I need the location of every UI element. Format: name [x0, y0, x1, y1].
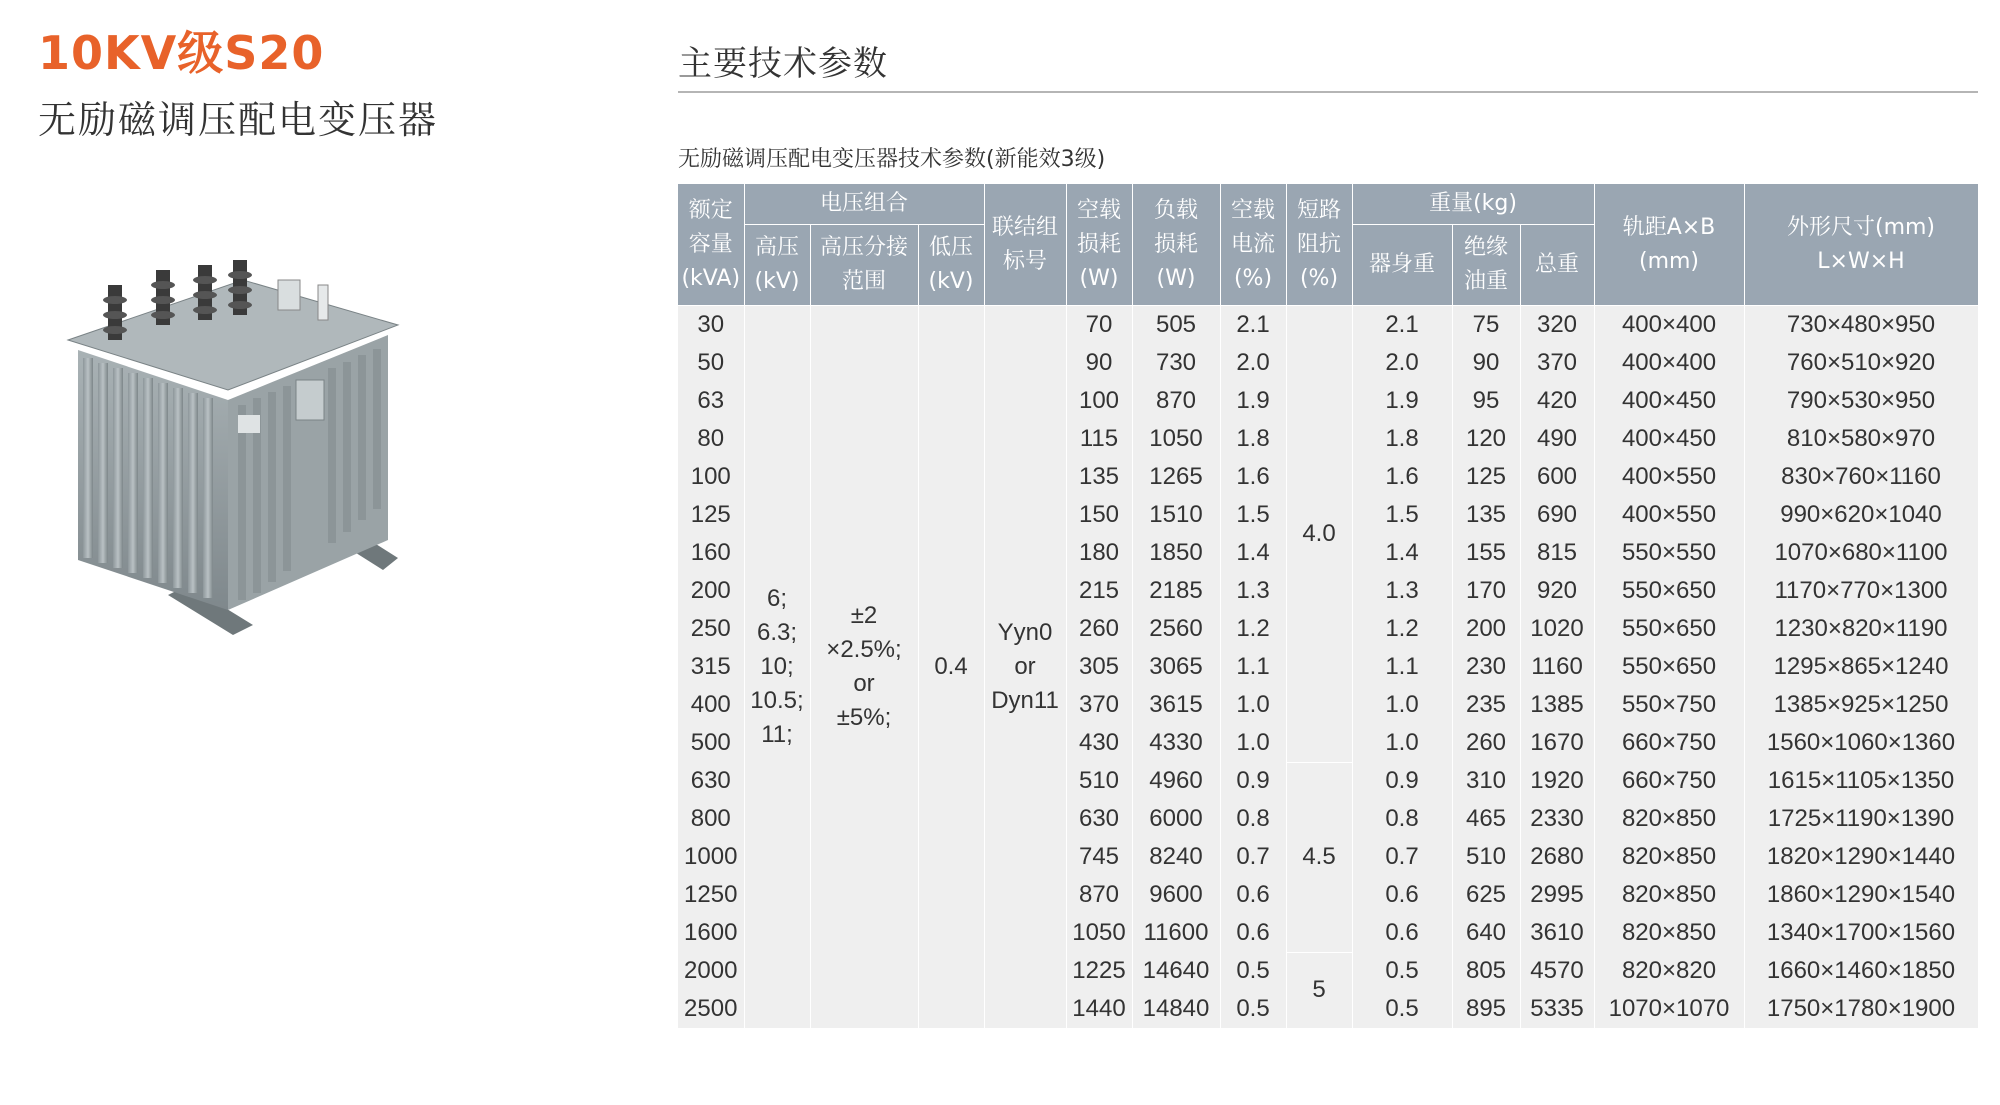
cell-hv-merged: 6; 6.3; 10; 10.5; 11;	[744, 306, 810, 1029]
cell-gauge: 400×400	[1594, 306, 1744, 345]
spec-table	[678, 184, 1979, 1029]
cell-gauge: 550×650	[1594, 648, 1744, 686]
cell-no-load-current: 1.4	[1220, 534, 1286, 572]
header-impedance: 短路 阻抗 (%)	[1286, 184, 1352, 306]
cell-no-load-current: 2.1	[1220, 306, 1286, 345]
cell-total-weight: 1670	[1520, 724, 1594, 762]
cell-capacity: 500	[678, 724, 744, 762]
cell-gauge: 550×750	[1594, 686, 1744, 724]
cell-load-loss: 730	[1132, 344, 1220, 382]
cell-dimensions: 1340×1700×1560	[1744, 914, 1978, 952]
cell-capacity: 630	[678, 762, 744, 800]
cell-total-weight: 2995	[1520, 876, 1594, 914]
header-total-weight: 总重	[1520, 225, 1594, 306]
cell-impedance-merged: 4.5	[1286, 762, 1352, 952]
cell-oil-weight: 230	[1452, 648, 1520, 686]
cell-oil-weight: 200	[1452, 610, 1520, 648]
cell-oil-weight: 90	[1452, 344, 1520, 382]
cell-oil-weight: 135	[1452, 496, 1520, 534]
cell-no-load-current: 1.0	[1220, 686, 1286, 724]
cell-no-load-loss: 115	[1066, 420, 1132, 458]
cell-gauge: 820×850	[1594, 838, 1744, 876]
cell-body-weight: 1.2	[1352, 610, 1452, 648]
cell-total-weight: 5335	[1520, 990, 1594, 1028]
cell-oil-weight: 170	[1452, 572, 1520, 610]
cell-dimensions: 990×620×1040	[1744, 496, 1978, 534]
cell-dimensions: 730×480×950	[1744, 306, 1978, 345]
cell-no-load-loss: 305	[1066, 648, 1132, 686]
cell-dimensions: 1070×680×1100	[1744, 534, 1978, 572]
header-connection: 联结组 标号	[984, 184, 1066, 306]
cell-body-weight: 0.5	[1352, 990, 1452, 1028]
cell-load-loss: 2560	[1132, 610, 1220, 648]
cell-gauge: 400×400	[1594, 344, 1744, 382]
cell-gauge: 550×650	[1594, 572, 1744, 610]
header-gauge: 轨距A×B (mm)	[1594, 184, 1744, 306]
cell-oil-weight: 235	[1452, 686, 1520, 724]
cell-impedance-merged: 4.0	[1286, 306, 1352, 763]
cell-dimensions: 1615×1105×1350	[1744, 762, 1978, 800]
cell-load-loss: 505	[1132, 306, 1220, 345]
table-caption: 无励磁调压配电变压器技术参数(新能效3级)	[678, 147, 1106, 172]
header-no-load-current: 空载 电流 (%)	[1220, 184, 1286, 306]
product-subtitle: 无励磁调压配电变压器	[38, 98, 439, 142]
cell-body-weight: 1.6	[1352, 458, 1452, 496]
cell-body-weight: 1.0	[1352, 724, 1452, 762]
header-dimensions: 外形尺寸(mm) L×W×H	[1744, 184, 1978, 306]
cell-capacity: 2000	[678, 952, 744, 990]
header-no-load-loss: 空载 损耗 (W)	[1066, 184, 1132, 306]
cell-oil-weight: 120	[1452, 420, 1520, 458]
cell-body-weight: 1.8	[1352, 420, 1452, 458]
cell-gauge: 400×450	[1594, 382, 1744, 420]
header-capacity: 额定 容量 (kVA)	[678, 184, 744, 306]
cell-total-weight: 690	[1520, 496, 1594, 534]
cell-gauge: 1070×1070	[1594, 990, 1744, 1028]
cell-total-weight: 420	[1520, 382, 1594, 420]
cell-no-load-current: 1.5	[1220, 496, 1286, 534]
section-heading: 主要技术参数	[678, 44, 888, 84]
cell-body-weight: 1.5	[1352, 496, 1452, 534]
cell-total-weight: 2680	[1520, 838, 1594, 876]
header-voltage-group: 电压组合	[744, 184, 984, 225]
cell-no-load-loss: 870	[1066, 876, 1132, 914]
cell-dimensions: 1750×1780×1900	[1744, 990, 1978, 1028]
cell-no-load-loss: 135	[1066, 458, 1132, 496]
cell-no-load-current: 1.0	[1220, 724, 1286, 762]
cell-oil-weight: 95	[1452, 382, 1520, 420]
cell-total-weight: 3610	[1520, 914, 1594, 952]
cell-no-load-current: 1.6	[1220, 458, 1286, 496]
cell-no-load-current: 0.7	[1220, 838, 1286, 876]
cell-load-loss: 8240	[1132, 838, 1220, 876]
cell-dimensions: 1860×1290×1540	[1744, 876, 1978, 914]
cell-body-weight: 2.0	[1352, 344, 1452, 382]
cell-no-load-loss: 70	[1066, 306, 1132, 345]
header-hv-tap: 高压分接 范围	[810, 225, 918, 306]
cell-body-weight: 2.1	[1352, 306, 1452, 345]
cell-no-load-loss: 180	[1066, 534, 1132, 572]
cell-gauge: 820×850	[1594, 914, 1744, 952]
cell-no-load-loss: 370	[1066, 686, 1132, 724]
cell-capacity: 50	[678, 344, 744, 382]
cell-body-weight: 0.6	[1352, 914, 1452, 952]
cell-body-weight: 1.1	[1352, 648, 1452, 686]
cell-gauge: 820×820	[1594, 952, 1744, 990]
cell-gauge: 550×550	[1594, 534, 1744, 572]
cell-no-load-current: 2.0	[1220, 344, 1286, 382]
cell-body-weight: 0.6	[1352, 876, 1452, 914]
cell-no-load-current: 0.5	[1220, 990, 1286, 1028]
cell-total-weight: 370	[1520, 344, 1594, 382]
cell-dimensions: 830×760×1160	[1744, 458, 1978, 496]
cell-no-load-loss: 510	[1066, 762, 1132, 800]
cell-no-load-current: 0.6	[1220, 914, 1286, 952]
section-divider	[678, 91, 1978, 93]
cell-no-load-loss: 260	[1066, 610, 1132, 648]
cell-dimensions: 790×530×950	[1744, 382, 1978, 420]
cell-capacity: 1250	[678, 876, 744, 914]
cell-no-load-current: 1.2	[1220, 610, 1286, 648]
cell-oil-weight: 465	[1452, 800, 1520, 838]
cell-no-load-loss: 430	[1066, 724, 1132, 762]
cell-capacity: 2500	[678, 990, 744, 1028]
cell-load-loss: 1265	[1132, 458, 1220, 496]
cell-gauge: 820×850	[1594, 876, 1744, 914]
cell-load-loss: 1510	[1132, 496, 1220, 534]
cell-oil-weight: 510	[1452, 838, 1520, 876]
cell-hv-tap-merged: ±2 ×2.5%; or ±5%;	[810, 306, 918, 1029]
cell-no-load-loss: 90	[1066, 344, 1132, 382]
cell-total-weight: 490	[1520, 420, 1594, 458]
cell-dimensions: 1725×1190×1390	[1744, 800, 1978, 838]
cell-load-loss: 14640	[1132, 952, 1220, 990]
cell-dimensions: 1295×865×1240	[1744, 648, 1978, 686]
cell-dimensions: 1560×1060×1360	[1744, 724, 1978, 762]
cell-no-load-current: 0.5	[1220, 952, 1286, 990]
cell-oil-weight: 640	[1452, 914, 1520, 952]
cell-body-weight: 1.0	[1352, 686, 1452, 724]
cell-capacity: 315	[678, 648, 744, 686]
cell-no-load-loss: 100	[1066, 382, 1132, 420]
cell-total-weight: 2330	[1520, 800, 1594, 838]
cell-oil-weight: 125	[1452, 458, 1520, 496]
cell-load-loss: 4960	[1132, 762, 1220, 800]
cell-oil-weight: 895	[1452, 990, 1520, 1028]
cell-total-weight: 1160	[1520, 648, 1594, 686]
cell-body-weight: 0.9	[1352, 762, 1452, 800]
cell-no-load-loss: 1440	[1066, 990, 1132, 1028]
header-hv: 高压 (kV)	[744, 225, 810, 306]
cell-no-load-loss: 150	[1066, 496, 1132, 534]
cell-no-load-current: 0.6	[1220, 876, 1286, 914]
cell-no-load-current: 1.1	[1220, 648, 1286, 686]
cell-load-loss: 870	[1132, 382, 1220, 420]
cell-load-loss: 1850	[1132, 534, 1220, 572]
cell-dimensions: 1170×770×1300	[1744, 572, 1978, 610]
cell-total-weight: 4570	[1520, 952, 1594, 990]
header-body-weight: 器身重	[1352, 225, 1452, 306]
cell-total-weight: 600	[1520, 458, 1594, 496]
cell-dimensions: 1820×1290×1440	[1744, 838, 1978, 876]
cell-no-load-current: 0.9	[1220, 762, 1286, 800]
cell-oil-weight: 805	[1452, 952, 1520, 990]
cell-gauge: 660×750	[1594, 762, 1744, 800]
cell-dimensions: 760×510×920	[1744, 344, 1978, 382]
cell-load-loss: 2185	[1132, 572, 1220, 610]
cell-gauge: 660×750	[1594, 724, 1744, 762]
cell-lv-merged: 0.4	[918, 306, 984, 1029]
cell-capacity: 63	[678, 382, 744, 420]
cell-total-weight: 1020	[1520, 610, 1594, 648]
cell-no-load-current: 1.9	[1220, 382, 1286, 420]
cell-gauge: 820×850	[1594, 800, 1744, 838]
cell-connection-merged: Yyn0 or Dyn11	[984, 306, 1066, 1029]
cell-dimensions: 810×580×970	[1744, 420, 1978, 458]
cell-impedance-merged: 5	[1286, 952, 1352, 1028]
cell-load-loss: 3065	[1132, 648, 1220, 686]
cell-load-loss: 4330	[1132, 724, 1220, 762]
cell-capacity: 800	[678, 800, 744, 838]
cell-no-load-loss: 630	[1066, 800, 1132, 838]
cell-body-weight: 0.8	[1352, 800, 1452, 838]
cell-no-load-current: 1.3	[1220, 572, 1286, 610]
cell-capacity: 160	[678, 534, 744, 572]
header-lv: 低压 (kV)	[918, 225, 984, 306]
cell-no-load-loss: 1050	[1066, 914, 1132, 952]
cell-capacity: 100	[678, 458, 744, 496]
header-load-loss: 负载 损耗 (W)	[1132, 184, 1220, 306]
cell-oil-weight: 75	[1452, 306, 1520, 345]
cell-load-loss: 14840	[1132, 990, 1220, 1028]
cell-load-loss: 11600	[1132, 914, 1220, 952]
product-title: 10KV级S20	[38, 26, 325, 80]
cell-total-weight: 320	[1520, 306, 1594, 345]
cell-no-load-current: 1.8	[1220, 420, 1286, 458]
cell-no-load-current: 0.8	[1220, 800, 1286, 838]
cell-dimensions: 1230×820×1190	[1744, 610, 1978, 648]
cell-gauge: 400×550	[1594, 458, 1744, 496]
cell-oil-weight: 155	[1452, 534, 1520, 572]
cell-total-weight: 920	[1520, 572, 1594, 610]
cell-load-loss: 1050	[1132, 420, 1220, 458]
header-oil-weight: 绝缘 油重	[1452, 225, 1520, 306]
transformer-product-photo	[38, 240, 458, 640]
cell-no-load-loss: 1225	[1066, 952, 1132, 990]
cell-body-weight: 0.7	[1352, 838, 1452, 876]
cell-body-weight: 0.5	[1352, 952, 1452, 990]
header-weight-group: 重量(kg)	[1352, 184, 1594, 225]
cell-gauge: 400×550	[1594, 496, 1744, 534]
cell-body-weight: 1.9	[1352, 382, 1452, 420]
cell-capacity: 200	[678, 572, 744, 610]
cell-body-weight: 1.3	[1352, 572, 1452, 610]
cell-no-load-loss: 745	[1066, 838, 1132, 876]
cell-gauge: 400×450	[1594, 420, 1744, 458]
cell-capacity: 125	[678, 496, 744, 534]
cell-oil-weight: 310	[1452, 762, 1520, 800]
cell-total-weight: 1920	[1520, 762, 1594, 800]
cell-load-loss: 6000	[1132, 800, 1220, 838]
cell-capacity: 30	[678, 306, 744, 345]
table-row	[678, 306, 1978, 345]
cell-capacity: 250	[678, 610, 744, 648]
cell-no-load-loss: 215	[1066, 572, 1132, 610]
cell-dimensions: 1660×1460×1850	[1744, 952, 1978, 990]
cell-capacity: 80	[678, 420, 744, 458]
cell-body-weight: 1.4	[1352, 534, 1452, 572]
spec-table-body	[678, 306, 1978, 1029]
cell-dimensions: 1385×925×1250	[1744, 686, 1978, 724]
cell-capacity: 1000	[678, 838, 744, 876]
cell-capacity: 400	[678, 686, 744, 724]
cell-load-loss: 3615	[1132, 686, 1220, 724]
cell-oil-weight: 625	[1452, 876, 1520, 914]
cell-capacity: 1600	[678, 914, 744, 952]
cell-total-weight: 1385	[1520, 686, 1594, 724]
cell-load-loss: 9600	[1132, 876, 1220, 914]
cell-gauge: 550×650	[1594, 610, 1744, 648]
cell-oil-weight: 260	[1452, 724, 1520, 762]
cell-total-weight: 815	[1520, 534, 1594, 572]
